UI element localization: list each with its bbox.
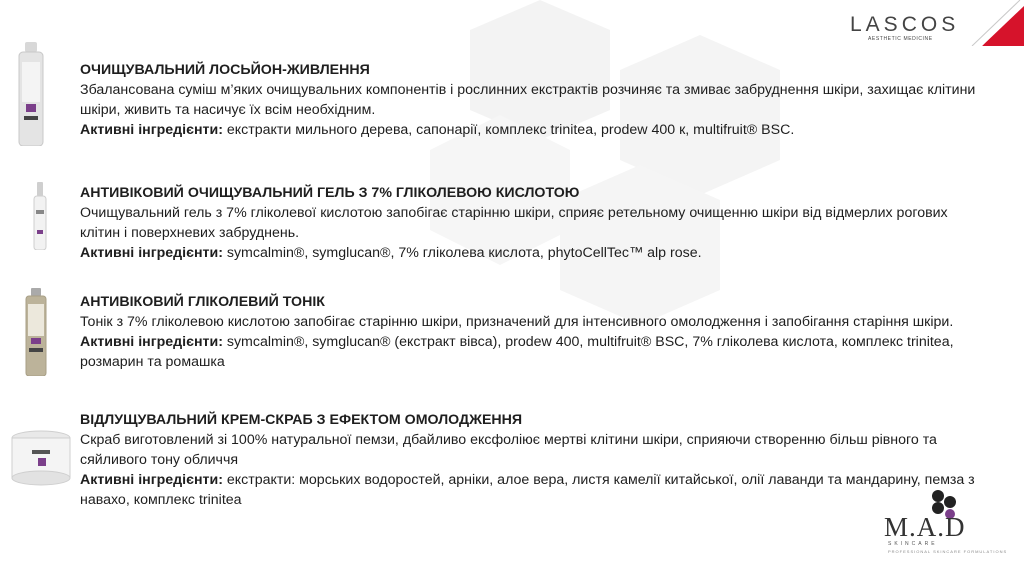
- product-scrub: [80, 410, 980, 510]
- ingredients-label: Активні інгредієнти:: [80, 245, 223, 261]
- tonic-bottle-image: [24, 288, 48, 376]
- product-title: АНТИВІКОВИЙ ГЛІКОЛЕВИЙ ТОНІК: [80, 294, 325, 310]
- mad-wordmark: M.A.D: [884, 512, 966, 542]
- ingredients-list: symcalmin®, symglucan® (екстракт вівса), prodew 400, multifruit® BSC, 7% гліколева кислота, комплекс trinitea, розмарин та ромашка: [80, 334, 954, 370]
- product-description: Збалансована суміш м’яких очищувальних компонентів і рослинних екстрактів розчиняє та змиває забруднення шкіри, захищає клітини шкіри, живить та насичує їх всім необхідним.: [80, 82, 976, 118]
- product-description: Тонік з 7% гліколевою кислотою запобігає старінню шкіри, призначений для інтенсивного омолодження і запобігання старіння шкіри.: [80, 314, 954, 330]
- gel-bottle-image: [32, 182, 48, 250]
- mad-subline: PROFESSIONAL SKINCARE FORMULATIONS: [888, 549, 1008, 554]
- ingredients-label: Активні інгредієнти:: [80, 334, 223, 350]
- product-tonic: [80, 292, 980, 372]
- product-description: Очищувальний гель з 7% гліколевої кислотою запобігає старінню шкіри, сприяє ретельному очищенню шкіри від відмерлих рогових клітин і поверхневих забруднень.: [80, 205, 948, 241]
- product-lotion: [80, 60, 980, 140]
- product-description: Скраб виготовлений зі 100% натуральної пемзи, дбайливо ексфоліює мертві клітини шкіри, сприяючи створенню більш рівного та сяйливого тону обличчя: [80, 432, 937, 468]
- product-title: АНТИВІКОВИЙ ОЧИЩУВАЛЬНИЙ ГЕЛЬ З 7% ГЛІКОЛЕВОЮ КИСЛОТОЮ: [80, 185, 580, 201]
- mad-tagline: SKINCARE: [888, 541, 938, 547]
- lascos-logo: [850, 13, 960, 42]
- ingredients-list: екстракти мильного дерева, сапонарії, комплекс trinitea, prodew 400 к, multifruit® BSC.: [222, 122, 795, 138]
- product-title: ВІДЛУЩУВАЛЬНИЙ КРЕМ-СКРАБ З ЕФЕКТОМ ОМОЛОДЖЕННЯ: [80, 412, 523, 428]
- product-title: ОЧИЩУВАЛЬНИЙ ЛОСЬЙОН-ЖИВЛЕННЯ: [80, 62, 370, 78]
- ingredients-list: symcalmin®, symglucan®, 7% гліколева кислота, phytoCellTec™ alp rose.: [222, 245, 702, 261]
- product-gel: [80, 183, 980, 263]
- lascos-tagline: AESTHETIC MEDICINE: [868, 36, 933, 42]
- ingredients-label: Активні інгредієнти:: [80, 472, 223, 488]
- lascos-wordmark: LASCOS: [850, 13, 960, 36]
- scrub-jar-image: [10, 430, 72, 486]
- lotion-bottle-image: [16, 42, 46, 146]
- ingredients-label: Активні інгредієнти:: [80, 122, 223, 138]
- ingredients-list: екстракти: морських водоростей, арніки, алое вера, листя камелії китайської, олії лаванди та мандарину, пемза з навахо, комплекс trinitea: [80, 472, 975, 508]
